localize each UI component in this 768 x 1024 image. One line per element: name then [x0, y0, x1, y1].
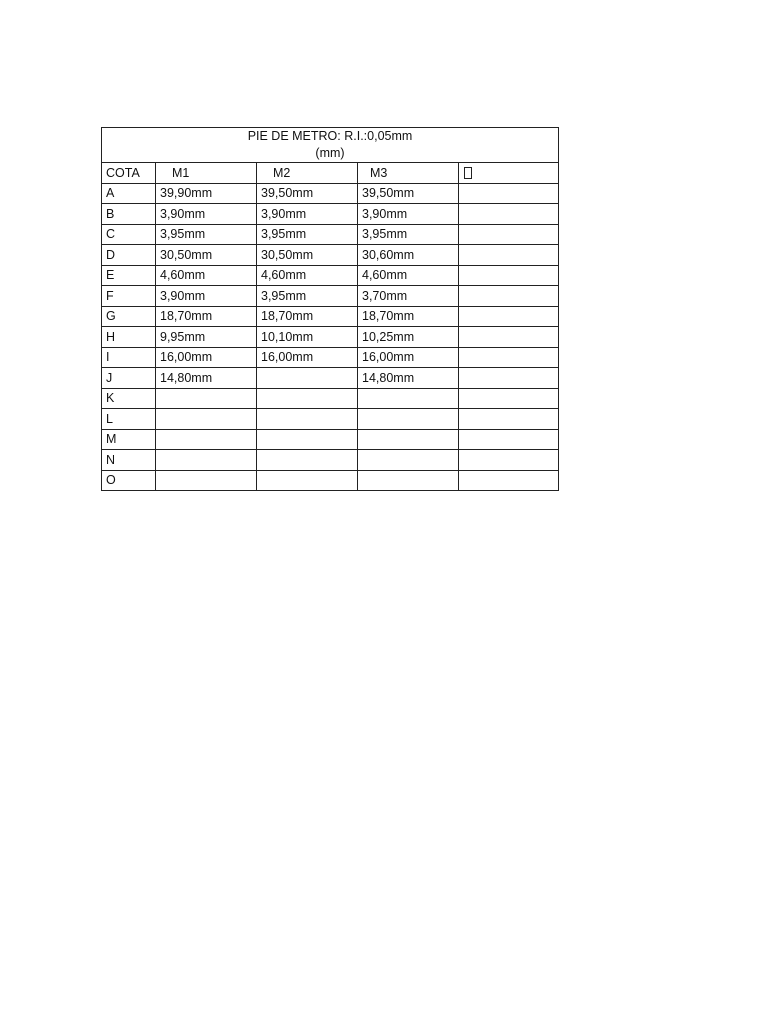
- cell-m3: 30,60mm: [358, 245, 459, 266]
- cell-m3: 4,60mm: [358, 265, 459, 286]
- cell-m1: 4,60mm: [156, 265, 257, 286]
- cell-cota: M: [102, 429, 156, 450]
- cell-extra: [459, 429, 559, 450]
- cell-extra: [459, 245, 559, 266]
- cell-m1: 30,50mm: [156, 245, 257, 266]
- cell-m2: 30,50mm: [257, 245, 358, 266]
- table-row: [102, 286, 559, 307]
- cell-m3: 16,00mm: [358, 347, 459, 368]
- cell-m3: 10,25mm: [358, 327, 459, 348]
- cell-m3: 14,80mm: [358, 368, 459, 389]
- cell-extra: [459, 470, 559, 491]
- cell-m3: 18,70mm: [358, 306, 459, 327]
- cell-extra: [459, 327, 559, 348]
- table-row: [102, 409, 559, 430]
- table-title-cell: [102, 128, 559, 163]
- cell-cota: G: [102, 306, 156, 327]
- cell-cota: E: [102, 265, 156, 286]
- header-m1: M1: [156, 163, 257, 184]
- cell-m3: [358, 388, 459, 409]
- cell-cota: F: [102, 286, 156, 307]
- document-page: [101, 127, 559, 491]
- cell-m3: [358, 429, 459, 450]
- cell-m2: 39,50mm: [257, 183, 358, 204]
- table-title: PIE DE METRO: R.I.:0,05mm: [247, 129, 413, 143]
- table-row: [102, 429, 559, 450]
- table-row: [102, 450, 559, 471]
- cell-m2: 4,60mm: [257, 265, 358, 286]
- header-m3: M3: [358, 163, 459, 184]
- cell-cota: A: [102, 183, 156, 204]
- cell-m3: 3,95mm: [358, 224, 459, 245]
- cell-m2: 18,70mm: [257, 306, 358, 327]
- table-row: [102, 306, 559, 327]
- cell-m2: [257, 409, 358, 430]
- cell-m2: 10,10mm: [257, 327, 358, 348]
- table-title-row: [102, 128, 559, 163]
- cell-m2: [257, 429, 358, 450]
- cell-cota: J: [102, 368, 156, 389]
- cell-m1: 3,90mm: [156, 286, 257, 307]
- cell-m1: [156, 429, 257, 450]
- table-row: [102, 388, 559, 409]
- cell-m3: 39,50mm: [358, 183, 459, 204]
- cell-m1: 9,95mm: [156, 327, 257, 348]
- measurement-table: [101, 127, 559, 491]
- cell-cota: K: [102, 388, 156, 409]
- cell-m1: 14,80mm: [156, 368, 257, 389]
- cell-m1: [156, 388, 257, 409]
- cell-extra: [459, 224, 559, 245]
- cell-m2: [257, 470, 358, 491]
- cell-m3: [358, 470, 459, 491]
- cell-cota: N: [102, 450, 156, 471]
- header-cota: COTA: [102, 163, 156, 184]
- cell-extra: [459, 265, 559, 286]
- cell-cota: B: [102, 204, 156, 225]
- cell-m1: [156, 409, 257, 430]
- cell-cota: H: [102, 327, 156, 348]
- cell-m3: 3,90mm: [358, 204, 459, 225]
- cell-cota: O: [102, 470, 156, 491]
- table-body: [102, 128, 559, 491]
- cell-m3: [358, 409, 459, 430]
- table-row: [102, 183, 559, 204]
- cell-m1: [156, 470, 257, 491]
- cell-m3: 3,70mm: [358, 286, 459, 307]
- table-row: [102, 265, 559, 286]
- cell-m1: 3,90mm: [156, 204, 257, 225]
- cell-extra: [459, 204, 559, 225]
- cell-m1: 3,95mm: [156, 224, 257, 245]
- cell-m2: [257, 388, 358, 409]
- table-row: [102, 327, 559, 348]
- cell-cota: I: [102, 347, 156, 368]
- cell-m2: [257, 368, 358, 389]
- cell-extra: [459, 388, 559, 409]
- cell-m3: [358, 450, 459, 471]
- table-row: [102, 470, 559, 491]
- cell-extra: [459, 368, 559, 389]
- missing-glyph-icon: [464, 167, 472, 179]
- header-m2: M2: [257, 163, 358, 184]
- cell-m2: [257, 450, 358, 471]
- cell-cota: L: [102, 409, 156, 430]
- cell-cota: C: [102, 224, 156, 245]
- cell-extra: [459, 183, 559, 204]
- cell-m1: 39,90mm: [156, 183, 257, 204]
- cell-m2: 3,90mm: [257, 204, 358, 225]
- table-header-row: [102, 163, 559, 184]
- header-extra: [459, 163, 559, 184]
- cell-m1: 16,00mm: [156, 347, 257, 368]
- table-row: [102, 204, 559, 225]
- table-row: [102, 224, 559, 245]
- cell-m2: 3,95mm: [257, 286, 358, 307]
- cell-extra: [459, 286, 559, 307]
- cell-m1: 18,70mm: [156, 306, 257, 327]
- table-row: [102, 368, 559, 389]
- cell-extra: [459, 409, 559, 430]
- cell-cota: D: [102, 245, 156, 266]
- cell-m2: 3,95mm: [257, 224, 358, 245]
- cell-extra: [459, 306, 559, 327]
- cell-extra: [459, 347, 559, 368]
- cell-m2: 16,00mm: [257, 347, 358, 368]
- table-unit: (mm): [315, 146, 345, 160]
- table-row: [102, 245, 559, 266]
- cell-m1: [156, 450, 257, 471]
- table-row: [102, 347, 559, 368]
- cell-extra: [459, 450, 559, 471]
